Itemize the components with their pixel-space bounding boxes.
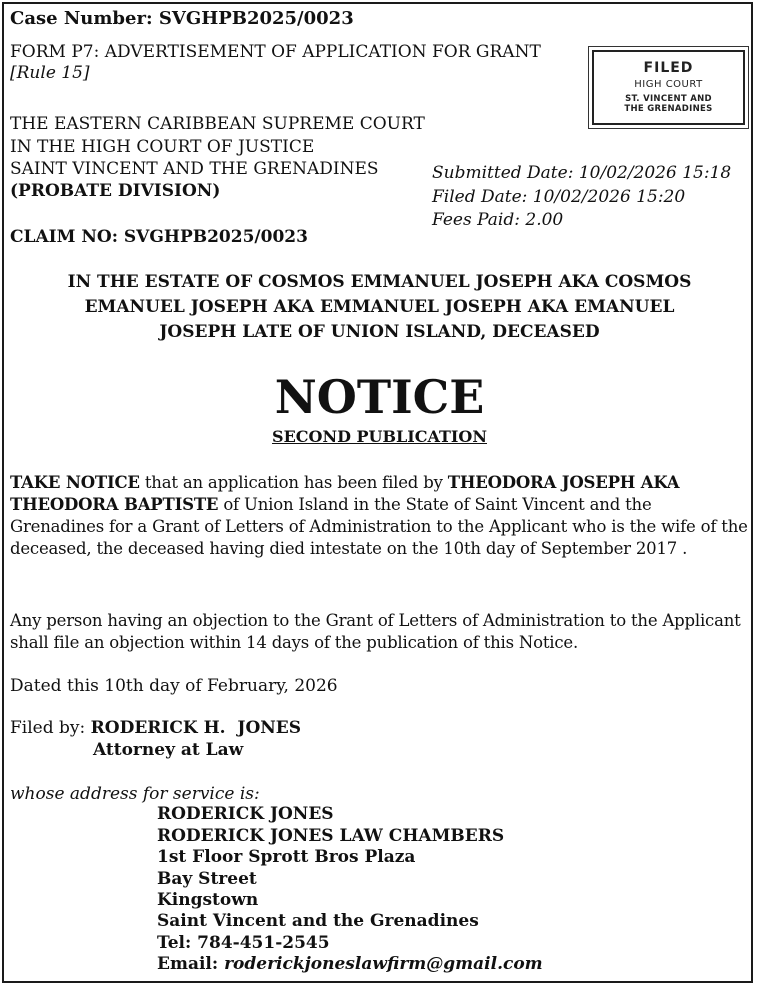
address-phone: Tel: 784-451-2545 — [157, 933, 330, 953]
stamp-court-label: HIGH COURT — [634, 79, 703, 90]
notice-paragraph-1 — [10, 472, 750, 560]
paragraph1-text-1: that an application has been filed by — [139, 473, 448, 492]
submitted-date: Submitted Date: 10/02/2026 15:18 — [432, 163, 732, 183]
notice-paragraph-2: Any person having an objection to the Grant of Letters of Administration to the Applicant shall file an objection within 14 days of the publication of this Notice. — [10, 611, 741, 652]
filed-by-label: Filed by: — [10, 718, 91, 738]
email-label: Email: — [157, 954, 225, 974]
applicant-name: THEODORA JOSEPH AKA THEODORA BAPTISTE — [10, 473, 680, 514]
stamp-filed-label: FILED — [643, 60, 694, 76]
address-line-4: Bay Street — [157, 869, 257, 889]
form-title: FORM P7: ADVERTISEMENT OF APPLICATION FOR GRANT — [10, 42, 541, 62]
address-label: whose address for service is: — [10, 784, 260, 804]
attorney-title: Attorney at Law — [93, 740, 244, 760]
case-number: Case Number: SVGHPB2025/0023 — [10, 8, 354, 29]
court-country: SAINT VINCENT AND THE GRENADINES — [10, 159, 379, 179]
claim-number: CLAIM NO: SVGHPB2025/0023 — [10, 227, 308, 247]
court-division: (PROBATE DIVISION) — [10, 181, 221, 201]
paragraph1-text-2: of Union Island in the State of Saint Vincent and the Grenadines for a Grant of Letters of Administration to the Applicant who is the wife of the deceased, the deceased having died intestate on the 10th day of September 2017 . — [10, 495, 748, 558]
court-jurisdiction: IN THE HIGH COURT OF JUSTICE — [10, 137, 315, 157]
filed-stamp-inner — [592, 50, 745, 125]
estate-line-2: EMANUEL JOSEPH AKA EMMANUEL JOSEPH AKA EMANUEL — [84, 297, 675, 317]
filed-stamp — [588, 46, 749, 129]
notice-title: NOTICE — [274, 370, 485, 424]
address-line-6: Saint Vincent and the Grenadines — [157, 911, 479, 931]
filed-date: Filed Date: 10/02/2026 15:20 — [432, 187, 686, 207]
filed-by-line — [10, 717, 301, 739]
court-name: THE EASTERN CARIBBEAN SUPREME COURT — [10, 114, 425, 134]
stamp-location-line2: THE GRENADINES — [624, 104, 713, 114]
email-address[interactable]: roderickjoneslawfirm@gmail.com — [224, 954, 543, 974]
address-email-line — [157, 953, 543, 975]
stamp-location-line1: ST. VINCENT AND — [625, 94, 712, 104]
estate-line-1: IN THE ESTATE OF COSMOS EMMANUEL JOSEPH AKA COSMOS — [67, 272, 692, 292]
address-line-3: 1st Floor Sprott Bros Plaza — [157, 847, 416, 867]
attorney-name: RODERICK H. JONES — [90, 718, 302, 738]
publication-label: SECOND PUBLICATION — [272, 427, 487, 446]
estate-heading — [14, 270, 745, 345]
form-rule: [Rule 15] — [10, 63, 90, 83]
take-notice-lead: TAKE NOTICE — [10, 473, 140, 492]
fees-paid: Fees Paid: 2.00 — [432, 210, 564, 230]
dated-line: Dated this 10th day of February, 2026 — [10, 676, 338, 696]
address-line-5: Kingstown — [157, 890, 259, 910]
estate-line-3: JOSEPH LATE OF UNION ISLAND, DECEASED — [159, 322, 600, 342]
address-line-2: RODERICK JONES LAW CHAMBERS — [157, 826, 505, 846]
address-line-1: RODERICK JONES — [157, 804, 334, 824]
